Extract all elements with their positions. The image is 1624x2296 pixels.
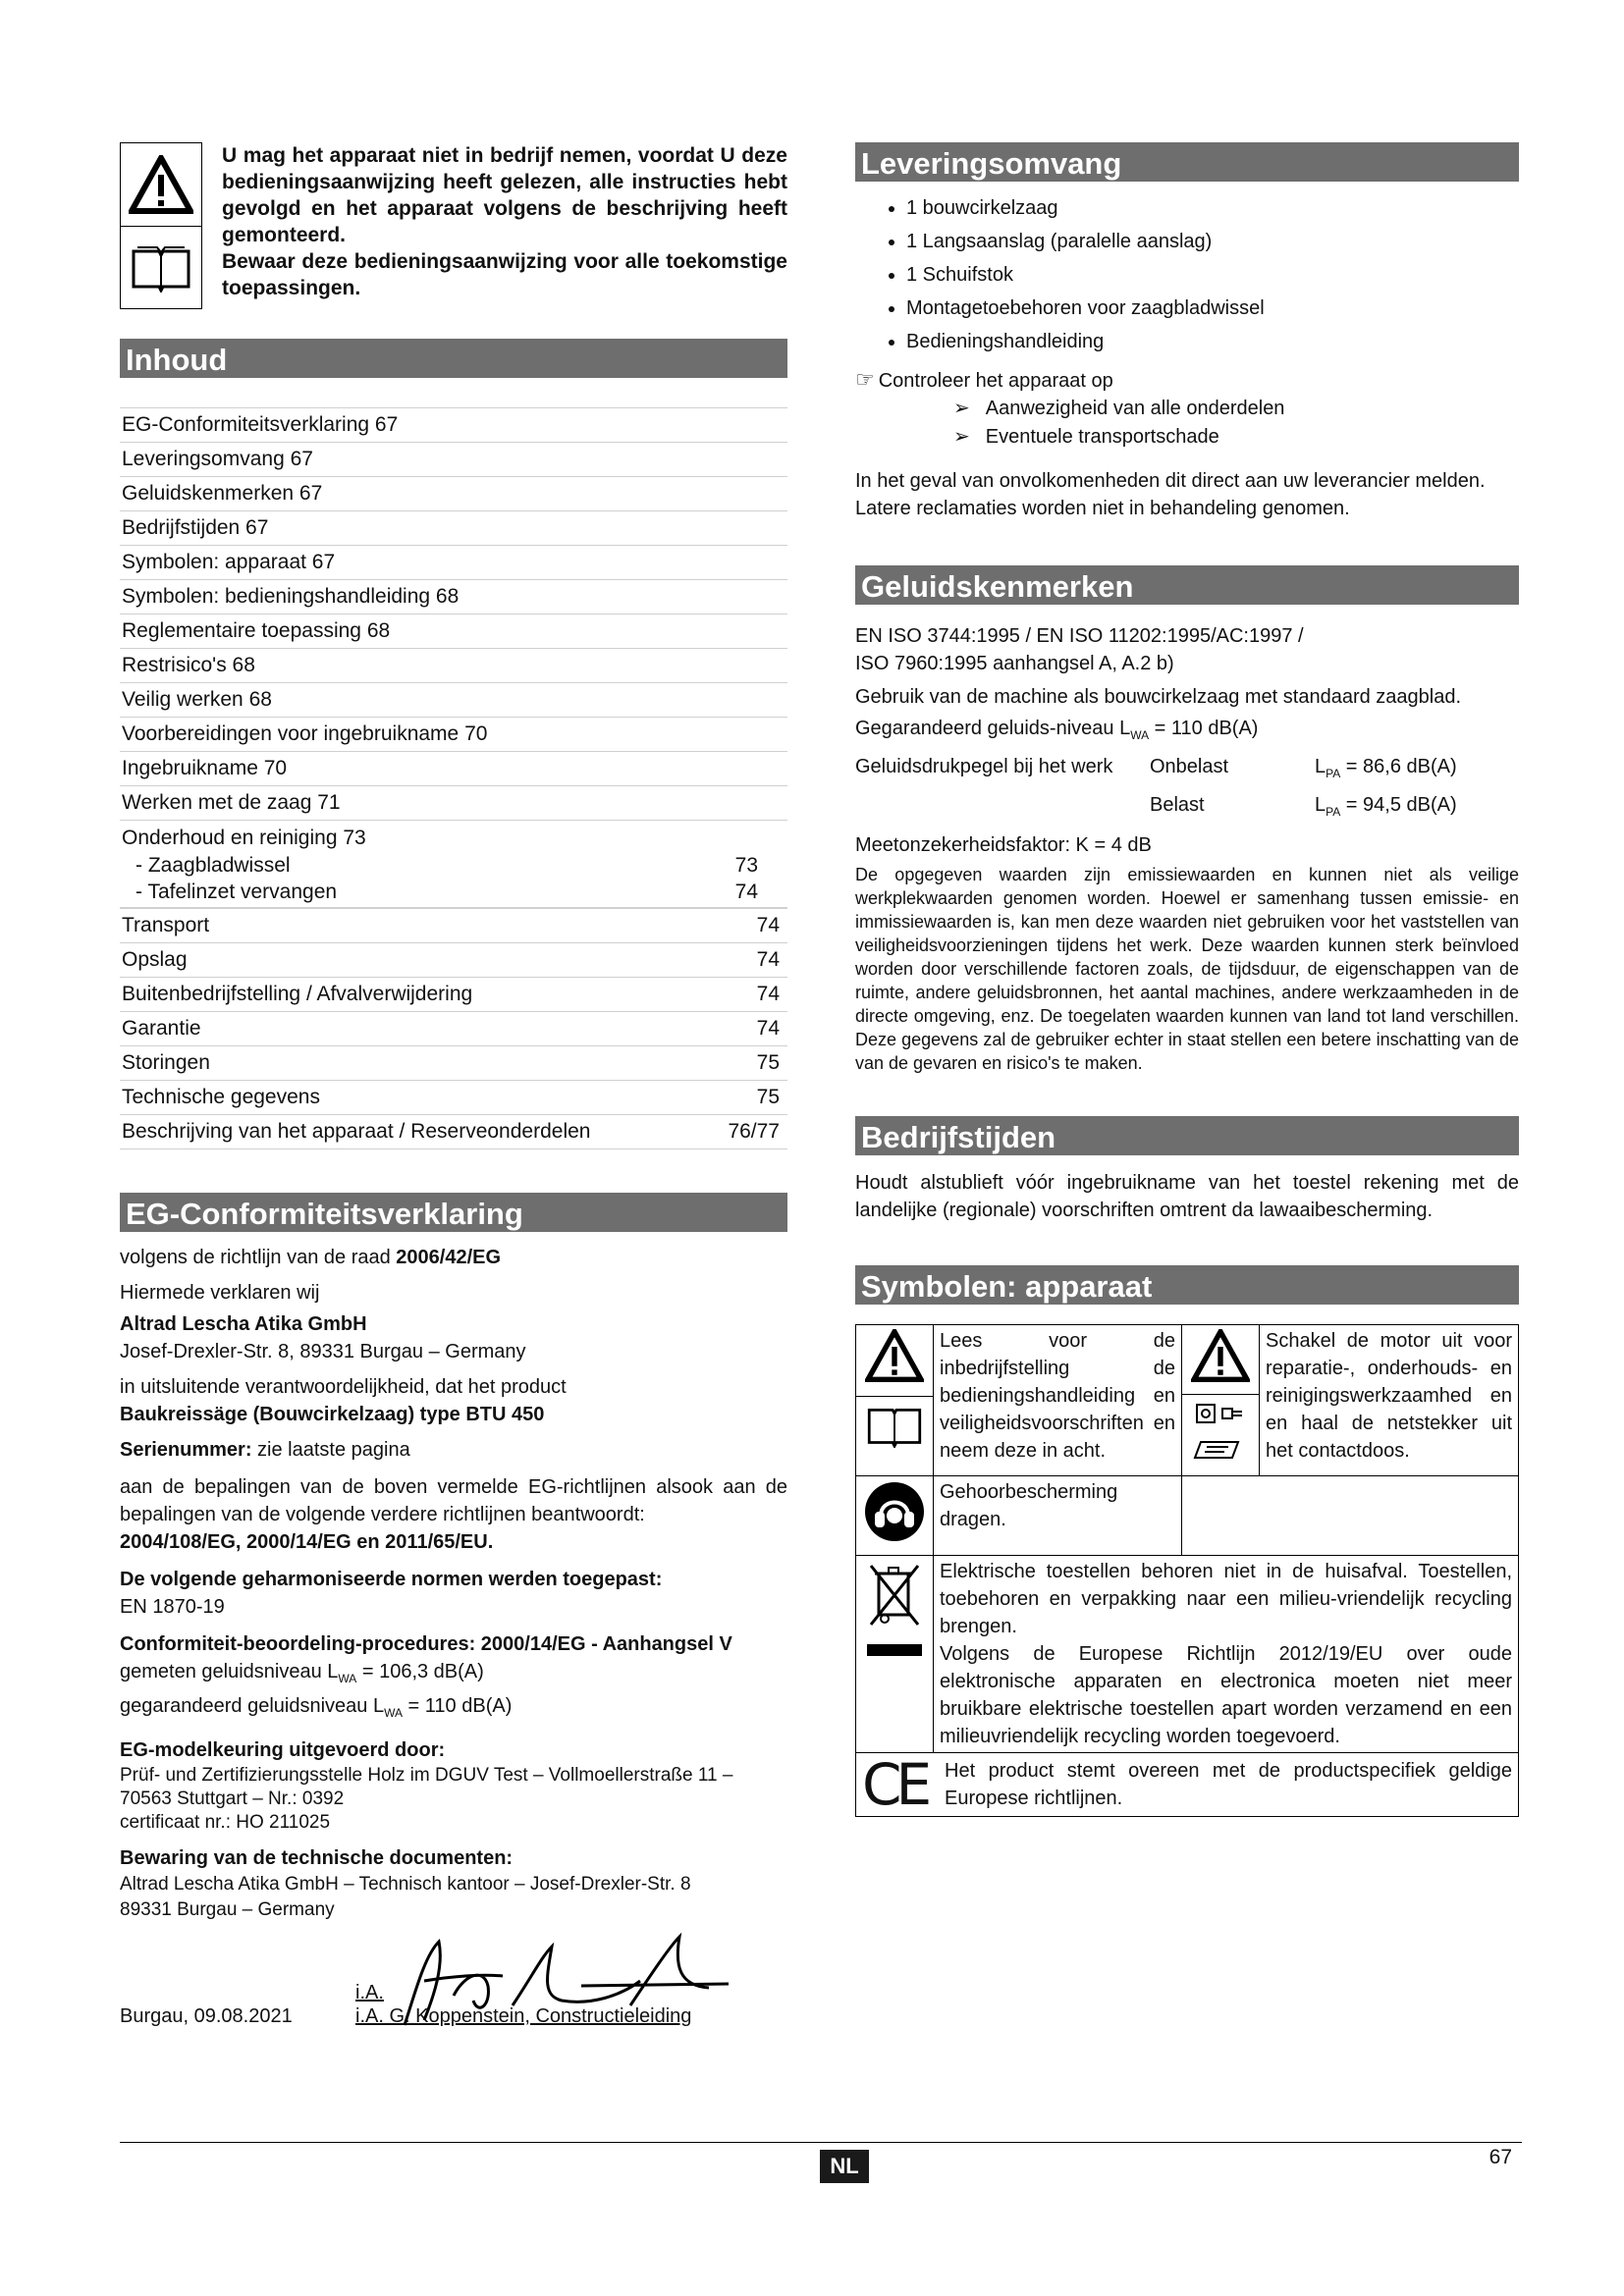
toc-subitem-page: 73 (734, 854, 758, 877)
signer: i.A. G. Koppenstein, Constructieleiding (355, 2005, 692, 2027)
footer-rule (120, 2142, 1522, 2143)
warning-text-2: Bewaar deze bedieningsaanwijzing voor alle toekomstige toepassingen. (222, 250, 787, 299)
place-date: Burgau, 09.08.2021 (120, 2005, 293, 2027)
toc-item-label: Ingebruikname 70 (122, 757, 288, 779)
toc-item-label: Geluidskenmerken 67 (122, 482, 323, 505)
warning-triangle-icon (121, 143, 201, 227)
noise-standard: ISO 7960:1995 aanhangsel A, A.2 b) (855, 653, 1174, 674)
toc-item[interactable] (120, 407, 787, 443)
conformity-declare: Hiermede verklaren wij (120, 1282, 320, 1304)
toc-item[interactable] (120, 649, 787, 683)
weee-text-1: Elektrische toestellen behoren niet in de huisafval. Toestellen, toebehoren en verpakking naar een milieu-vriendelijk recycling brengen. (940, 1561, 1512, 1637)
conformity-directive (120, 1244, 787, 1271)
provisions-text: aan de bepalingen van de boven vermelde EG-richtlijnen alsook aan de bepalingen van de volgende verdere richtlijnen beantwoordt: (120, 1476, 787, 1525)
toc-item-label: Bedrijfstijden 67 (122, 516, 269, 539)
toc-item[interactable] (120, 752, 787, 786)
toc-subitem[interactable] (122, 852, 787, 879)
toc-item-page: 75 (756, 1051, 780, 1074)
guaranteed-value: = 110 dB(A) (403, 1695, 513, 1717)
toc-item-label: Werken met de zaag 71 (122, 791, 341, 814)
toc-item-page: 76/77 (728, 1120, 780, 1143)
hours-text: Houdt alstublieft vóór ingebruikname van het toestel rekening met de landelijke (regionale) voorschriften omtrent da lawaaibescherming. (855, 1172, 1519, 1221)
measured-label: gemeten geluidsniveau L (120, 1661, 339, 1682)
toc-item[interactable] (120, 1115, 787, 1149)
check-line (855, 366, 1519, 395)
measured-sub: WA (338, 1672, 357, 1685)
loaded-label: Belast (1150, 794, 1205, 816)
check-item (855, 423, 1519, 452)
procedure-title: Conformiteit-beoordeling-procedures: 2000/14/EG - Aanhangsel V (120, 1633, 732, 1655)
noise-note: De opgegeven waarden zijn emissiewaarden en kunnen niet als veilige werkplekwaarden genomen worden. Hoewel er samenhang tussen emissie- en immissiewaarden is, kan men deze waarden niet gebruiken voor het vaststellen van veiligheidsvoorzieningen tijdens het werk. Deze waarden kunnen sterk beïnvloed worden door verschillende factoren zoals, de tijdsduur, de eigenschappen van de ruimte, andere geluidsbronnen, het aantal machines, andere werkzaamheden in de directe omgeving, enz. De toegelaten waarden kunnen van land tot land verschillen. Deze gegevens zal de gebruiker echter in staat stellen een betere inschatting van de van de gevaren en risico's te maken. (855, 865, 1519, 1073)
directive: 2006/42/EG (396, 1247, 502, 1268)
noise-guaranteed-label: Gegarandeerd geluids-niveau L (855, 718, 1131, 739)
symbol-ear-text: Gehoorbescherming dragen. (934, 1476, 1182, 1556)
lpa-value: = 94,5 dB(A) (1340, 794, 1457, 816)
toc-item-label: Voorbereidingen voor ingebruikname 70 (122, 722, 488, 745)
serial-label: Serienummer: (120, 1439, 252, 1461)
toc-item[interactable] (120, 978, 787, 1012)
toc-item-label: Symbolen: bedieningshandleiding 68 (122, 585, 460, 608)
lpa-unloaded (1315, 753, 1457, 787)
toc-item[interactable] (120, 1012, 787, 1046)
toc-item-label: Buitenbedrijfstelling / Afvalverwijdering (122, 983, 473, 1005)
toc-item-label: Technische gegevens (122, 1086, 320, 1108)
toc-item[interactable] (120, 786, 787, 821)
toc-item-label: Symbolen: apparaat 67 (122, 551, 336, 573)
toc-item-label: Veilig werken 68 (122, 688, 272, 711)
lpa-label: L (1315, 794, 1326, 816)
warning-triangle-icon (865, 1329, 924, 1382)
toc-item-page: 74 (756, 914, 780, 936)
book-icon (865, 1403, 924, 1448)
hours-heading: Bedrijfstijden (855, 1116, 1519, 1155)
toc (120, 407, 787, 1149)
lpa-label: L (1315, 756, 1326, 777)
warning-icons (120, 142, 202, 309)
noise-standard: EN ISO 3744:1995 / EN ISO 11202:1995/AC:1997 / (855, 625, 1304, 647)
measured-value: = 106,3 dB(A) (356, 1661, 484, 1682)
arrow-icon: ➢ (953, 398, 970, 419)
toc-subitem[interactable] (122, 879, 787, 905)
toc-subitem-page: 74 (734, 881, 758, 903)
toc-item-label: Reglementaire toepassing 68 (122, 619, 391, 642)
toc-item-page: 74 (756, 983, 780, 1005)
toc-item-page: 75 (756, 1086, 780, 1108)
right-column (855, 142, 1519, 1817)
noise-pressure-row (855, 753, 1519, 787)
check-item-label: Aanwezigheid van alle onderdelen (985, 398, 1285, 419)
guaranteed-level (120, 1692, 787, 1727)
toc-item[interactable] (120, 908, 787, 943)
language-badge: NL (820, 2150, 869, 2183)
toc-item[interactable] (120, 1046, 787, 1081)
noise-guaranteed-sub: WA (1130, 728, 1150, 742)
serial-line (120, 1436, 787, 1464)
delivery-heading: Leveringsomvang (855, 142, 1519, 182)
warning-text-1: U mag het apparaat niet in bedrijf nemen, voordat U deze bedieningsaanwijzing heeft gelezen, alle instructies hebt gevolgd en het apparaat volgens de beschrijving heeft gemonteerd. (222, 144, 787, 246)
lpa-sub: PA (1326, 767, 1341, 780)
guaranteed-label: gegarandeerd geluidsniveau L (120, 1695, 385, 1717)
hand-pointer-icon: ☞ (855, 367, 875, 392)
toc-item-label: Leveringsomvang 67 (122, 448, 313, 470)
symbol-unplug-icons (1182, 1325, 1260, 1476)
noise-pressure-row (855, 791, 1519, 826)
directive-pre: volgens de richtlijn van de raad (120, 1247, 397, 1268)
company-name: Altrad Lescha Atika GmbH (120, 1313, 367, 1335)
list-item: • Bedieningshandleiding (906, 325, 1519, 358)
toc-item[interactable] (120, 943, 787, 978)
list-item: • 1 bouwcirkelzaag (906, 191, 1519, 225)
symbol-read-text: Lees voor de inbedrijfstelling de bedieningshandleiding en veiligheidsvoorschriften en neem deze in acht. (934, 1325, 1182, 1476)
company-address: Josef-Drexler-Str. 8, 89331 Burgau – Germany (120, 1341, 526, 1362)
check-item-label: Eventuele transportschade (985, 426, 1219, 448)
toc-item[interactable] (120, 580, 787, 614)
delivery-list (855, 191, 1519, 358)
toc-item-label: Garantie (122, 1017, 201, 1040)
measured-level (120, 1658, 787, 1692)
exam-line: Prüf- und Zertifizierungsstelle Holz im DGUV Test – Vollmoellerstraße 11 – (120, 1765, 733, 1786)
weee-text-2: Volgens de Europese Richtlijn 2012/19/EU over oude elektronische apparaten en electronica moeten niet meer bruikbare elektrische toestellen apart worden verzamend en een milieuvriendelijk recycling worden toegevoerd. (940, 1643, 1512, 1747)
arrow-icon: ➢ (953, 426, 970, 448)
warning-box (120, 142, 787, 309)
noise-guaranteed (855, 715, 1519, 749)
toc-item[interactable] (120, 443, 787, 477)
lpa-loaded (1315, 791, 1457, 826)
symbols-heading: Symbolen: apparaat (855, 1265, 1519, 1305)
book-icon (121, 227, 201, 309)
lpa-value: = 86,6 dB(A) (1340, 756, 1457, 777)
toc-item[interactable] (120, 614, 787, 649)
norms-title: De volgende geharmoniseerde normen werden toegepast: (120, 1569, 663, 1590)
ear-protection-icon (856, 1476, 934, 1556)
more-directives: 2004/108/EG, 2000/14/EG en 2011/65/EU. (120, 1531, 494, 1553)
norms: EN 1870-19 (120, 1596, 225, 1618)
toc-item[interactable] (120, 511, 787, 546)
toc-item[interactable] (120, 1081, 787, 1115)
noise-use: Gebruik van de machine als bouwcirkelzaag met standaard zaagblad. (855, 686, 1462, 708)
check-item (855, 395, 1519, 423)
symbol-read-icons (856, 1325, 934, 1476)
noise-guaranteed-value: = 110 dB(A) (1149, 718, 1259, 739)
delivery-note: In het geval van onvolkomenheden dit direct aan uw leverancier melden. Latere reclamaties worden niet in behandeling genomen. (855, 470, 1486, 519)
weee-icon (856, 1556, 934, 1753)
toc-subitem-label: - Tafelinzet vervangen (135, 881, 338, 903)
toc-subitem-label: - Zaagbladwissel (135, 854, 291, 877)
uncertainty: Meetonzekerheidsfaktor: K = 4 dB (855, 834, 1152, 856)
list-item: • 1 Schuifstok (906, 258, 1519, 292)
toc-item-label: EG-Conformiteitsverklaring 67 (122, 413, 399, 436)
list-item: • 1 Langsaanslag (paralelle aanslag) (906, 225, 1519, 258)
toc-heading: Inhoud (120, 339, 787, 378)
toc-item[interactable] (120, 683, 787, 718)
page-number: 67 (1489, 2146, 1512, 2168)
unloaded-label: Onbelast (1150, 756, 1229, 777)
check-label: Controleer het apparaat op (878, 370, 1113, 392)
toc-item-label: Opslag (122, 948, 188, 971)
toc-item[interactable] (120, 546, 787, 580)
ce-text: Het product stemt overeen met de productspecifiek geldige Europese richtlijnen. (945, 1760, 1512, 1809)
toc-item-label: Onderhoud en reiniging 73 (122, 827, 366, 849)
left-column (120, 142, 787, 2035)
lpa-sub: PA (1326, 805, 1341, 819)
exam-line: 70563 Stuttgart – Nr.: 0392 (120, 1789, 345, 1809)
toc-item[interactable] (120, 477, 787, 511)
signature-image (395, 1927, 748, 2035)
conformity-heading: EG-Conformiteitsverklaring (120, 1193, 787, 1232)
pressure-label: Geluidsdrukpegel bij het werk (855, 756, 1113, 777)
exam-title: EG-modelkeuring uitgevoerd door: (120, 1739, 446, 1761)
toc-item-label: Restrisico's 68 (122, 654, 255, 676)
toc-item-label: Transport (122, 914, 210, 936)
signature-block (120, 1927, 787, 2035)
serial-text: zie laatste pagina (251, 1439, 410, 1461)
symbols-table (855, 1324, 1519, 1817)
ce-row (856, 1753, 1519, 1817)
plug-icon (1193, 1399, 1248, 1428)
toc-item[interactable] (120, 718, 787, 752)
symbol-weee-text (934, 1556, 1519, 1753)
toc-item-page: 74 (756, 1017, 780, 1040)
toc-item-label: Storingen (122, 1051, 210, 1074)
ce-mark-icon: CE (862, 1751, 927, 1818)
exam-line: certificaat nr.: HO 211025 (120, 1812, 331, 1833)
guaranteed-sub: WA (384, 1706, 403, 1720)
symbol-unplug-text: Schakel de motor uit voor reparatie-, onderhouds- en reinigingswerkzaamhed en en haal de netstekker uit het contactdoos. (1260, 1325, 1519, 1476)
toc-item-page: 74 (756, 948, 780, 971)
toc-item-maintenance[interactable] (120, 821, 787, 908)
noise-heading: Geluidskenmerken (855, 565, 1519, 605)
storage-title: Bewaring van de technische documenten: (120, 1847, 514, 1869)
storage-line: 89331 Burgau – Germany (120, 1899, 335, 1920)
product-name: Baukreissäge (Bouwcirkelzaag) type BTU 450 (120, 1404, 545, 1425)
manual-icon (1193, 1436, 1248, 1464)
list-item: • Montagetoebehoren voor zaagbladwissel (906, 292, 1519, 325)
ia-label: i.A. (355, 1982, 384, 2003)
toc-item-label: Beschrijving van het apparaat / Reserveonderdelen (122, 1120, 591, 1143)
warning-triangle-icon (1191, 1329, 1250, 1382)
storage-line: Altrad Lescha Atika GmbH – Technisch kantoor – Josef-Drexler-Str. 8 (120, 1874, 691, 1895)
responsibility-text: in uitsluitende verantwoordelijkheid, dat het product (120, 1376, 567, 1398)
